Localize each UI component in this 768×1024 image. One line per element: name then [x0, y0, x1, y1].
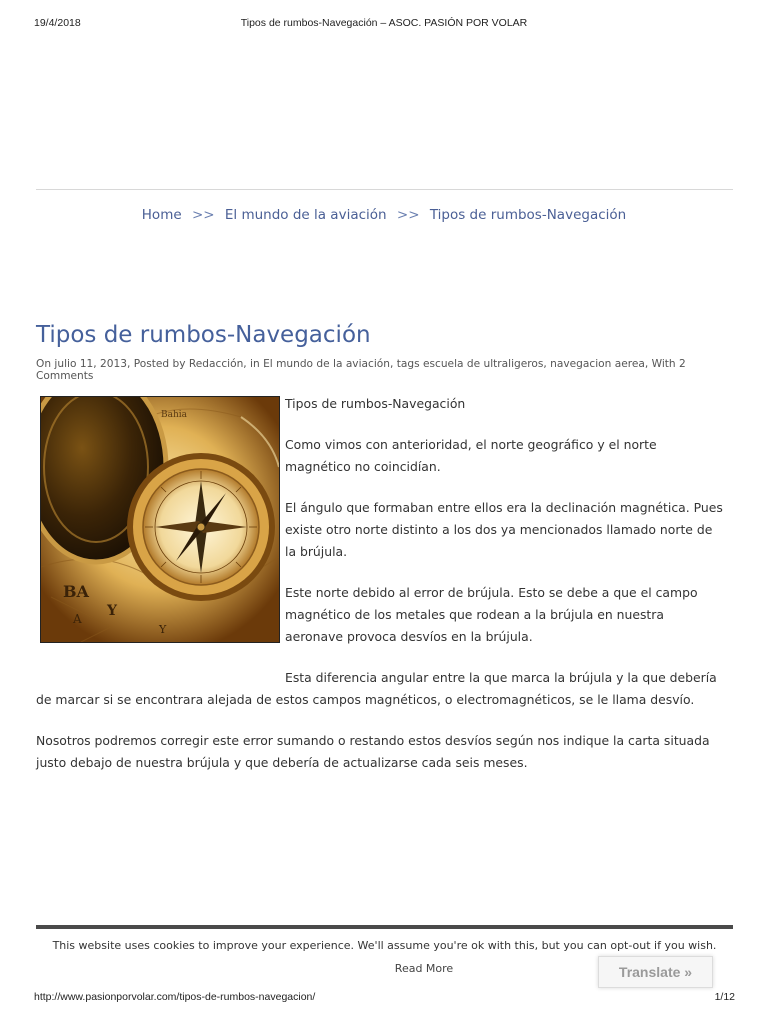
map-label: A	[73, 612, 82, 626]
meta-with-label: , With	[644, 358, 676, 370]
breadcrumb-current[interactable]: Tipos de rumbos-Navegación	[429, 207, 627, 223]
meta-in-label: , in	[243, 358, 260, 370]
content-paragraph: Esta diferencia angular entre la que marca la brújula y la que debería de marcar si se encontrara alejada de estos campos magnéticos, o electromagnéticos, se le llama desvío.	[36, 670, 717, 707]
breadcrumb-separator: >>	[191, 207, 215, 223]
print-page-number: 1/12	[714, 991, 735, 1003]
read-more-link[interactable]: Read More	[394, 962, 454, 975]
content-paragraph: Este norte debido al error de brújula. Esto se debe a que el campo magnético de los metales que rodean a la brújula en nuestra aeronave provoca desvíos en la brújula.	[285, 585, 698, 644]
breadcrumb-category[interactable]: El mundo de la aviación	[224, 207, 387, 223]
print-url: http://www.pasionporvolar.com/tipos-de-rumbos-navegacion/	[34, 991, 316, 1003]
meta-comments-link[interactable]: 2 Comments	[36, 358, 686, 382]
map-label: Y	[159, 623, 167, 636]
post-content	[36, 393, 724, 793]
meta-date: On julio 11, 2013, Posted by	[36, 358, 186, 370]
meta-tag-link[interactable]: navegacion aerea	[550, 358, 645, 370]
print-header	[0, 17, 768, 31]
map-label: BA	[63, 582, 89, 601]
meta-tag-separator: ,	[543, 358, 547, 370]
meta-author-link[interactable]: Redacción	[188, 358, 244, 370]
breadcrumb-separator: >>	[396, 207, 420, 223]
post-meta	[36, 358, 736, 382]
map-label: Y	[107, 603, 117, 619]
meta-tag-link[interactable]: escuela de ultraligeros	[422, 358, 544, 370]
breadcrumb	[0, 207, 768, 223]
cookie-divider	[36, 925, 733, 929]
meta-category-link[interactable]: El mundo de la aviación	[263, 358, 390, 370]
translate-button[interactable]: Translate »	[598, 956, 713, 988]
content-paragraph: Tipos de rumbos-Navegación	[285, 396, 466, 411]
post-title[interactable]: Tipos de rumbos-Navegación	[36, 322, 371, 348]
content-paragraph: El ángulo que formaban entre ellos era la declinación magnética. Pues existe otro norte distinto a los dos ya mencionados llamado norte de la brújula.	[285, 500, 723, 559]
print-footer	[0, 991, 768, 1005]
print-page-title: Tipos de rumbos-Navegación – ASOC. PASIÓN POR VOLAR	[240, 17, 528, 29]
content-paragraph: Como vimos con anterioridad, el norte geográfico y el norte magnético no coincidían.	[285, 437, 657, 474]
map-label: Bahia	[161, 410, 188, 420]
meta-tags-label: , tags	[389, 358, 420, 370]
print-date: 19/4/2018	[34, 17, 81, 29]
header-divider	[36, 189, 733, 190]
breadcrumb-home[interactable]: Home	[141, 207, 182, 223]
content-paragraph: Nosotros podremos corregir este error sumando o restando estos desvíos según nos indique la carta situada justo debajo de nuestra brújula y que debería de actualizarse cada seis meses.	[36, 733, 710, 770]
cookie-text: This website uses cookies to improve your experience. We'll assume you're ok with this, but you can opt-out if you wish.	[52, 939, 717, 952]
